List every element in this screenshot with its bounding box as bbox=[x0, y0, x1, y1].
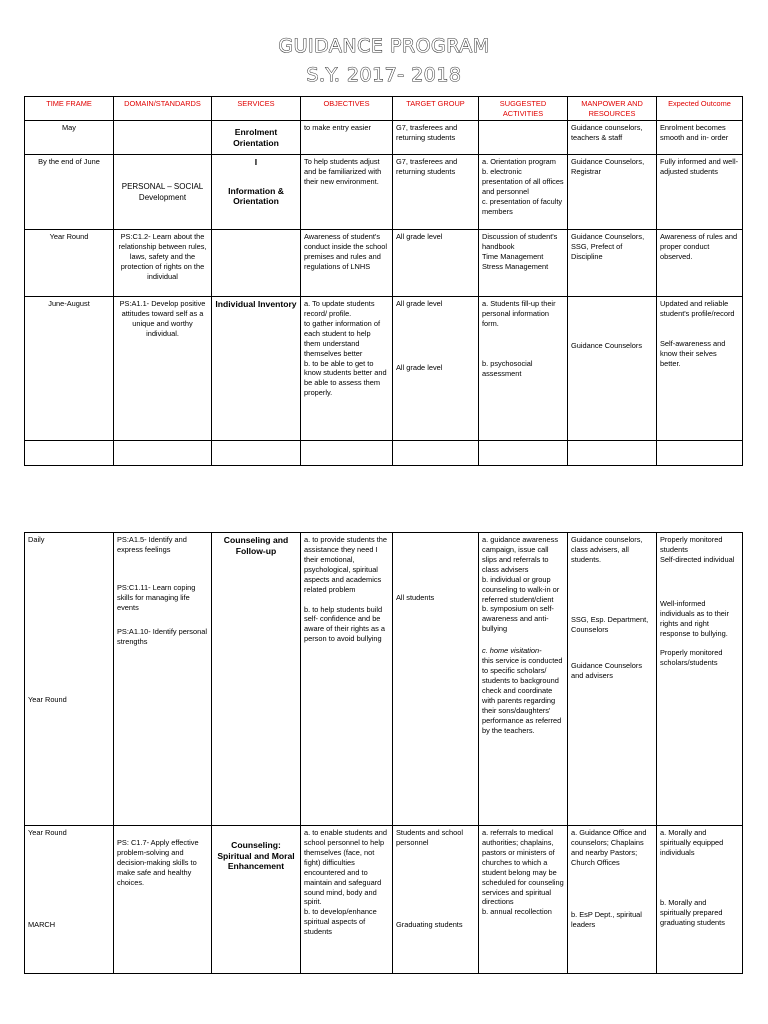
activities-cell bbox=[479, 533, 568, 826]
outcome-cell bbox=[657, 826, 743, 974]
table-row bbox=[25, 121, 743, 155]
target-b: All grade level bbox=[396, 362, 443, 372]
objective-cell: to make entry easier bbox=[301, 121, 393, 155]
time-frame-cell: May bbox=[25, 121, 114, 155]
activities-cell: a. Orientation program b. electronic presentation of all offices and personnel c. presentation of faculty members bbox=[479, 155, 568, 230]
outcome-b: Well-informed individuals as to their rights and right response to bullying. bbox=[660, 598, 730, 638]
activities-cell bbox=[479, 297, 568, 441]
service-cell: Counseling and Follow-up bbox=[212, 533, 301, 826]
manpower-b: b. EsP Dept., spiritual leaders bbox=[571, 909, 642, 929]
time-frame-cell: Year Round bbox=[25, 230, 114, 297]
table-row-empty bbox=[25, 441, 743, 466]
time-a: Year Round bbox=[28, 828, 67, 837]
objective-b: b. to develop/enhance spiritual aspects of students bbox=[304, 907, 377, 937]
manpower-cell bbox=[568, 533, 657, 826]
header-row bbox=[25, 97, 743, 121]
service-cell bbox=[212, 230, 301, 297]
domain-cell: PS:C1.2- Learn about the relationship between rules, laws, safety and the protection of rights on the individual bbox=[114, 230, 212, 297]
manpower-a: Guidance counselors, class advisers, all students. bbox=[571, 535, 643, 564]
activities-b: b. annual recollection bbox=[482, 907, 552, 917]
manpower-cell: Guidance counselors, teachers & staff bbox=[568, 121, 657, 155]
objective-a: a. To update students record/ profile. to gather information of each student to help them understand themselves better bbox=[304, 299, 381, 358]
target-cell bbox=[393, 826, 479, 974]
empty-cell bbox=[657, 441, 743, 466]
domain-a: PS:A1.5- Identify and express feelings bbox=[117, 535, 187, 554]
activities-b: b. psychosocial assessment bbox=[482, 358, 533, 378]
outcome-cell: Awareness of rules and proper conduct observed. bbox=[657, 230, 743, 297]
home-visitation-text: this service is conducted to specific scholars/ students to background check and coordinate with parents regarding their sons/daughters' performance as referred by the teachers. bbox=[482, 656, 563, 735]
guidance-program-table-2 bbox=[24, 532, 743, 974]
outcome-a: a. Morally and spiritually equipped individuals bbox=[660, 828, 724, 857]
table-row bbox=[25, 155, 743, 230]
table-row bbox=[25, 230, 743, 297]
manpower-cell: Guidance Counselors, SSG, Prefect of Discipline bbox=[568, 230, 657, 297]
service-cell: Individual Inventory bbox=[212, 297, 301, 441]
service-cell bbox=[212, 155, 301, 230]
home-visitation-label: c. home visitation- bbox=[482, 646, 542, 656]
objective-b: b. to help students build self- confidence and be aware of their rights as a person to avoid bullying bbox=[304, 604, 385, 644]
table-row bbox=[25, 297, 743, 441]
outcome-cell bbox=[657, 297, 743, 441]
activities-a: a. guidance awareness campaign, issue call slips and referrals to class advisers b. individual or group counseling to walk-in or referred student/client b. symposium on self- awareness and anti- bullying bbox=[482, 535, 560, 634]
target-cell bbox=[393, 533, 479, 826]
header-manpower: MANPOWER AND RESOURCES bbox=[568, 97, 657, 121]
time-frame-cell bbox=[25, 826, 114, 974]
time-frame-cell: June-August bbox=[25, 297, 114, 441]
activities-cell bbox=[479, 826, 568, 974]
school-year: S.Y. 2017- 2018 bbox=[306, 64, 462, 86]
outcome-b: b. Morally and spiritually prepared graduating students bbox=[660, 897, 725, 927]
target-cell: G7, trasferees and returning students bbox=[393, 155, 479, 230]
manpower-text: Guidance Counselors bbox=[571, 341, 643, 350]
manpower-b: SSG, Esp. Department, Counselors bbox=[571, 614, 649, 634]
objective-b: b. to be able to get to know students better and be able to assess them properly. bbox=[304, 358, 387, 398]
target-cell bbox=[393, 297, 479, 441]
header-activities: SUGGESTED ACTIVITIES bbox=[479, 97, 568, 121]
empty-cell bbox=[212, 441, 301, 466]
table-row bbox=[25, 826, 743, 974]
domain-cell: PS:A1.1- Develop positive attitudes toward self as a unique and worthy individual. bbox=[114, 297, 212, 441]
header-target-group: TARGET GROUP bbox=[393, 97, 479, 121]
domain-cell bbox=[114, 826, 212, 974]
domain-b: PS:C1.11- Learn coping skills for managing life events bbox=[117, 582, 196, 612]
service-name: Counseling: Spiritual and Moral Enhancement bbox=[217, 840, 295, 872]
activities-a: a. referrals to medical authorities; chaplains, pastors or ministers of churches to which a student belong may be scheduled for counseling services and spiritual directions bbox=[482, 828, 564, 907]
service-cell: Enrolment Orientation bbox=[212, 121, 301, 155]
outcome-cell: Enrolment becomes smooth and in- order bbox=[657, 121, 743, 155]
header-services: SERVICES bbox=[212, 97, 301, 121]
domain-c: PS:A1.10- Identify personal strengths bbox=[117, 626, 207, 646]
header-domain: DOMAIN/STANDARDS bbox=[114, 97, 212, 121]
activities-c bbox=[482, 646, 564, 735]
empty-cell bbox=[568, 441, 657, 466]
outcome-a: Properly monitored students Self-directed individual bbox=[660, 535, 735, 564]
activities-a: a. Students fill-up their personal information form. bbox=[482, 299, 556, 328]
target-b: Graduating students bbox=[396, 919, 463, 929]
objective-a: a. to provide students the assistance they need I their emotional, psychological, spiritual aspects and academics related problem bbox=[304, 535, 387, 594]
service-cell bbox=[212, 826, 301, 974]
outcome-cell: Fully informed and well- adjusted students bbox=[657, 155, 743, 230]
time-frame-cell bbox=[25, 533, 114, 826]
time-a: Daily bbox=[28, 535, 45, 544]
domain-cell bbox=[114, 533, 212, 826]
manpower-a: a. Guidance Office and counselors; Chaplains and nearby Pastors; Church Offices bbox=[571, 828, 647, 867]
manpower-c: Guidance Counselors and advisers bbox=[571, 660, 643, 680]
objective-cell bbox=[301, 533, 393, 826]
activities-cell: Discussion of student's handbook Time Management Stress Management bbox=[479, 230, 568, 297]
domain-cell bbox=[114, 121, 212, 155]
guidance-program-table-1 bbox=[24, 96, 743, 466]
service-number: I bbox=[254, 157, 258, 167]
objective-cell: Awareness of student's conduct inside the school premises and rules and regulations of LNHS bbox=[301, 230, 393, 297]
table-row bbox=[25, 533, 743, 826]
manpower-cell bbox=[568, 297, 657, 441]
outcome-a: Updated and reliable student's profile/record bbox=[660, 299, 735, 318]
outcome-cell bbox=[657, 533, 743, 826]
domain-cell: PERSONAL – SOCIAL Development bbox=[114, 155, 212, 230]
page-title: GUIDANCE PROGRAM bbox=[278, 35, 490, 57]
objective-cell: To help students adjust and be familiarized with their new environment. bbox=[301, 155, 393, 230]
manpower-cell: Guidance Counselors, Registrar bbox=[568, 155, 657, 230]
target-cell: All grade level bbox=[393, 230, 479, 297]
time-b: MARCH bbox=[28, 919, 56, 929]
manpower-cell bbox=[568, 826, 657, 974]
service-name: Information & Orientation bbox=[228, 185, 284, 207]
empty-cell bbox=[479, 441, 568, 466]
target-a: All grade level bbox=[396, 299, 443, 308]
outcome-c: Properly monitored scholars/students bbox=[660, 648, 723, 668]
empty-cell bbox=[114, 441, 212, 466]
target-text: All students bbox=[396, 593, 435, 602]
target-cell: G7, trasferees and returning students bbox=[393, 121, 479, 155]
objective-cell bbox=[301, 826, 393, 974]
activities-cell bbox=[479, 121, 568, 155]
objective-a: a. to enable students and school personnel to help themselves (face, not fight) difficulties encountered and to maintain and safeguard sound mind, body and spirit. bbox=[304, 828, 388, 907]
empty-cell bbox=[393, 441, 479, 466]
target-a: Students and school personnel bbox=[396, 828, 463, 847]
empty-cell bbox=[25, 441, 114, 466]
time-frame-cell: By the end of June bbox=[25, 155, 114, 230]
objective-cell bbox=[301, 297, 393, 441]
outcome-b: Self-awareness and know their selves better. bbox=[660, 338, 726, 368]
header-objectives: OBJECTIVES bbox=[301, 97, 393, 121]
header-outcome: Expected Outcome bbox=[657, 97, 743, 121]
header-time-frame: TIME FRAME bbox=[25, 97, 114, 121]
empty-cell bbox=[301, 441, 393, 466]
domain-text: PS: C1.7- Apply effective problem-solving and decision-making skills to make safe and healthy choices. bbox=[117, 838, 199, 887]
time-b: Year Round bbox=[28, 694, 67, 704]
